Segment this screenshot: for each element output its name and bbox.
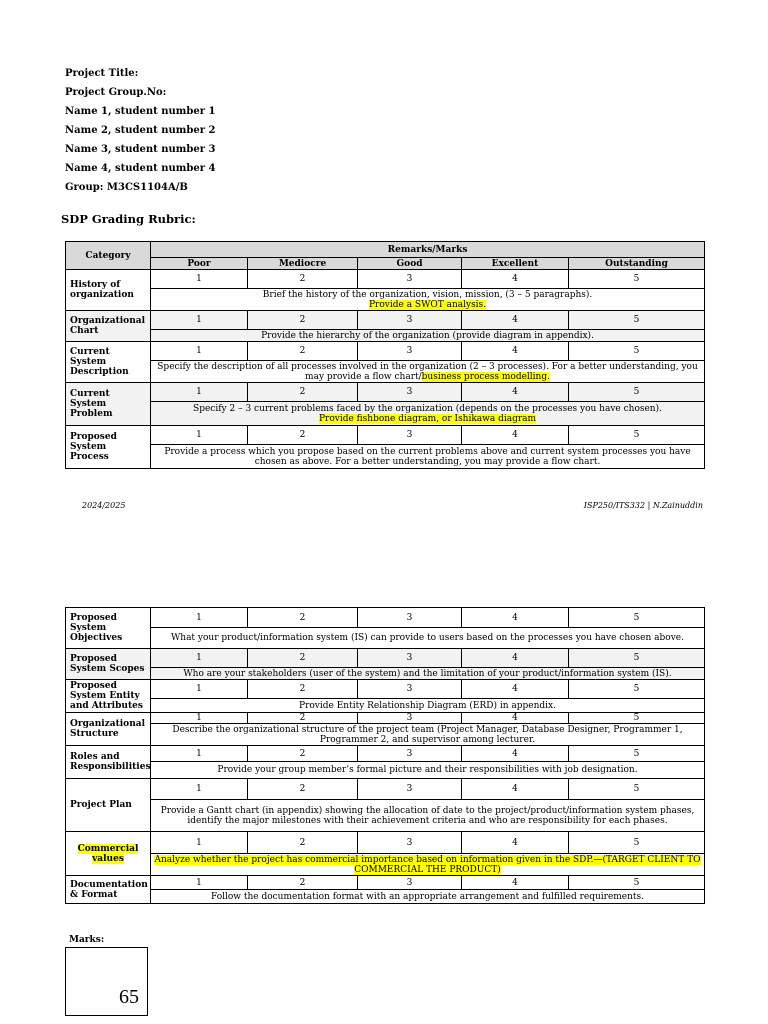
description-text: Brief the history of the organization, vision, mission, (3 – 5 paragraphs). <box>262 289 593 300</box>
score-cell: 2 <box>248 608 358 628</box>
description-cell <box>151 361 705 383</box>
category-current-system-description: Current System Description <box>66 342 151 383</box>
description-text: Specify 2 – 3 current problems faced by the organization (depends on the processes you have chosen). <box>193 403 662 414</box>
score-cell: 4 <box>462 342 569 361</box>
score-cell: 2 <box>248 649 358 668</box>
score-cell: 3 <box>358 713 462 724</box>
category-project-plan: Project Plan <box>66 779 151 832</box>
score-cell: 4 <box>462 311 569 330</box>
score-cell: 5 <box>569 779 705 800</box>
score-cell: 4 <box>462 608 569 628</box>
score-cell: 5 <box>569 270 705 289</box>
score-cell: 1 <box>151 713 248 724</box>
description-cell: Provide a process which you propose based on the current problems above and current system processes you have chosen as above. For a better understanding, you may provide a flow chart. <box>151 445 705 469</box>
score-cell: 4 <box>462 876 569 890</box>
score-cell: 4 <box>462 713 569 724</box>
info-group-no: Project Group.No: <box>65 87 167 98</box>
info-name-3: Name 3, student number 3 <box>65 144 216 155</box>
header-category: Category <box>66 242 151 270</box>
score-cell: 1 <box>151 311 248 330</box>
info-name-2: Name 2, student number 2 <box>65 125 216 136</box>
score-cell: 3 <box>358 746 462 762</box>
category-scopes: Proposed System Scopes <box>66 649 151 680</box>
score-cell: 1 <box>151 779 248 800</box>
category-documentation: Documentation & Format <box>66 876 151 904</box>
footer-course: ISP250/ITS332 | N.Zainuddin <box>583 501 703 510</box>
category-commercial <box>66 832 151 876</box>
score-cell: 5 <box>569 426 705 445</box>
marks-value: 65 <box>119 986 139 1008</box>
header-mediocre: Mediocre <box>248 258 358 270</box>
score-cell: 1 <box>151 832 248 854</box>
score-cell: 2 <box>248 311 358 330</box>
rubric-table-2 <box>65 607 705 904</box>
header-outstanding: Outstanding <box>569 258 705 270</box>
marks-label: Marks: <box>69 935 105 945</box>
score-cell: 3 <box>358 876 462 890</box>
description-cell: Provide Entity Relationship Diagram (ERD) in appendix. <box>151 699 705 713</box>
score-cell: 2 <box>248 713 358 724</box>
rubric-table-1 <box>65 241 705 469</box>
description-cell: Provide a Gantt chart (in appendix) showing the allocation of date to the project/product/information system phases, identify the major milestones with their achievement criteria and who are responsibility for each phases. <box>151 800 705 832</box>
category-current-system-problem: Current System Problem <box>66 383 151 426</box>
rubric-title: SDP Grading Rubric: <box>61 212 196 226</box>
highlight-text: Provide a SWOT analysis. <box>369 299 487 310</box>
header-good: Good <box>358 258 462 270</box>
score-cell: 5 <box>569 383 705 402</box>
score-cell: 2 <box>248 779 358 800</box>
score-cell: 4 <box>462 746 569 762</box>
score-cell: 5 <box>569 680 705 699</box>
category-history: History of organization <box>66 270 151 311</box>
score-cell: 1 <box>151 746 248 762</box>
footer-year: 2024/2025 <box>82 501 126 510</box>
score-cell: 3 <box>358 270 462 289</box>
score-cell: 2 <box>248 832 358 854</box>
description-cell: Follow the documentation format with an appropriate arrangement and fulfilled requirements. <box>151 890 705 904</box>
info-name-4: Name 4, student number 4 <box>65 163 216 174</box>
score-cell: 3 <box>358 311 462 330</box>
highlight-text: Analyze whether the project has commercial importance based on information given in the SDP.—(TARGET CLIENT TO COMMERCIAL THE PRODUCT) <box>154 854 701 875</box>
score-cell: 3 <box>358 608 462 628</box>
score-cell: 3 <box>358 680 462 699</box>
description-cell: Who are your stakeholders (user of the system) and the limitation of your product/information system (IS). <box>151 668 705 680</box>
score-cell: 1 <box>151 383 248 402</box>
description-cell: Provide the hierarchy of the organization (provide diagram in appendix). <box>151 330 705 342</box>
score-cell: 5 <box>569 876 705 890</box>
score-cell: 2 <box>248 342 358 361</box>
info-project-title: Project Title: <box>65 68 139 79</box>
score-cell: 3 <box>358 383 462 402</box>
score-cell: 1 <box>151 342 248 361</box>
score-cell: 2 <box>248 876 358 890</box>
category-org-chart: Organizational Chart <box>66 311 151 342</box>
score-cell: 2 <box>248 426 358 445</box>
score-cell: 5 <box>569 342 705 361</box>
score-cell: 4 <box>462 426 569 445</box>
category-roles: Roles and Responsibilities <box>66 746 151 779</box>
score-cell: 4 <box>462 383 569 402</box>
header-poor: Poor <box>151 258 248 270</box>
score-cell: 1 <box>151 608 248 628</box>
score-cell: 5 <box>569 713 705 724</box>
score-cell: 2 <box>248 270 358 289</box>
score-cell: 1 <box>151 680 248 699</box>
score-cell: 1 <box>151 649 248 668</box>
score-cell: 3 <box>358 779 462 800</box>
score-cell: 5 <box>569 608 705 628</box>
description-cell <box>151 402 705 426</box>
header-excellent: Excellent <box>462 258 569 270</box>
score-cell: 5 <box>569 746 705 762</box>
info-group: Group: M3CS1104A/B <box>65 182 188 193</box>
score-cell: 3 <box>358 426 462 445</box>
description-cell: Provide your group member’s formal picture and their responsibilities with job designation. <box>151 762 705 779</box>
header-remarks: Remarks/Marks <box>151 242 705 258</box>
description-cell <box>151 289 705 311</box>
score-cell: 2 <box>248 680 358 699</box>
score-cell: 3 <box>358 832 462 854</box>
score-cell: 2 <box>248 383 358 402</box>
score-cell: 4 <box>462 779 569 800</box>
description-cell: Describe the organizational structure of the project team (Project Manager, Database Designer, Programmer 1, Programmer 2, and supervisor among lecturer. <box>151 724 705 746</box>
highlight-text: business process modelling. <box>421 371 550 382</box>
score-cell: 1 <box>151 426 248 445</box>
score-cell: 5 <box>569 649 705 668</box>
score-cell: 4 <box>462 680 569 699</box>
score-cell: 3 <box>358 342 462 361</box>
description-text: Specify the description of all processes involved in the organization (2 – 3 processes). For a better understanding, you may provide a flow chart/ <box>157 361 698 382</box>
score-cell: 4 <box>462 270 569 289</box>
category-entity-attributes: Proposed System Entity and Attributes <box>66 680 151 713</box>
category-org-structure: Organizational Structure <box>66 713 151 746</box>
description-cell: What your product/information system (IS) can provide to users based on the processes you have chosen above. <box>151 628 705 649</box>
highlight-text: Provide fishbone diagram, or Ishikawa diagram <box>318 413 537 424</box>
score-cell: 4 <box>462 832 569 854</box>
score-cell: 3 <box>358 649 462 668</box>
score-cell: 5 <box>569 832 705 854</box>
marks-box <box>65 947 148 1016</box>
info-name-1: Name 1, student number 1 <box>65 106 216 117</box>
category-objectives: Proposed System Objectives <box>66 608 151 649</box>
score-cell: 1 <box>151 270 248 289</box>
project-info <box>65 64 215 197</box>
commercial-label: Commercial values <box>77 843 139 864</box>
score-cell: 1 <box>151 876 248 890</box>
category-proposed-system-process: Proposed System Process <box>66 426 151 469</box>
score-cell: 4 <box>462 649 569 668</box>
score-cell: 2 <box>248 746 358 762</box>
description-cell <box>151 854 705 876</box>
score-cell: 5 <box>569 311 705 330</box>
